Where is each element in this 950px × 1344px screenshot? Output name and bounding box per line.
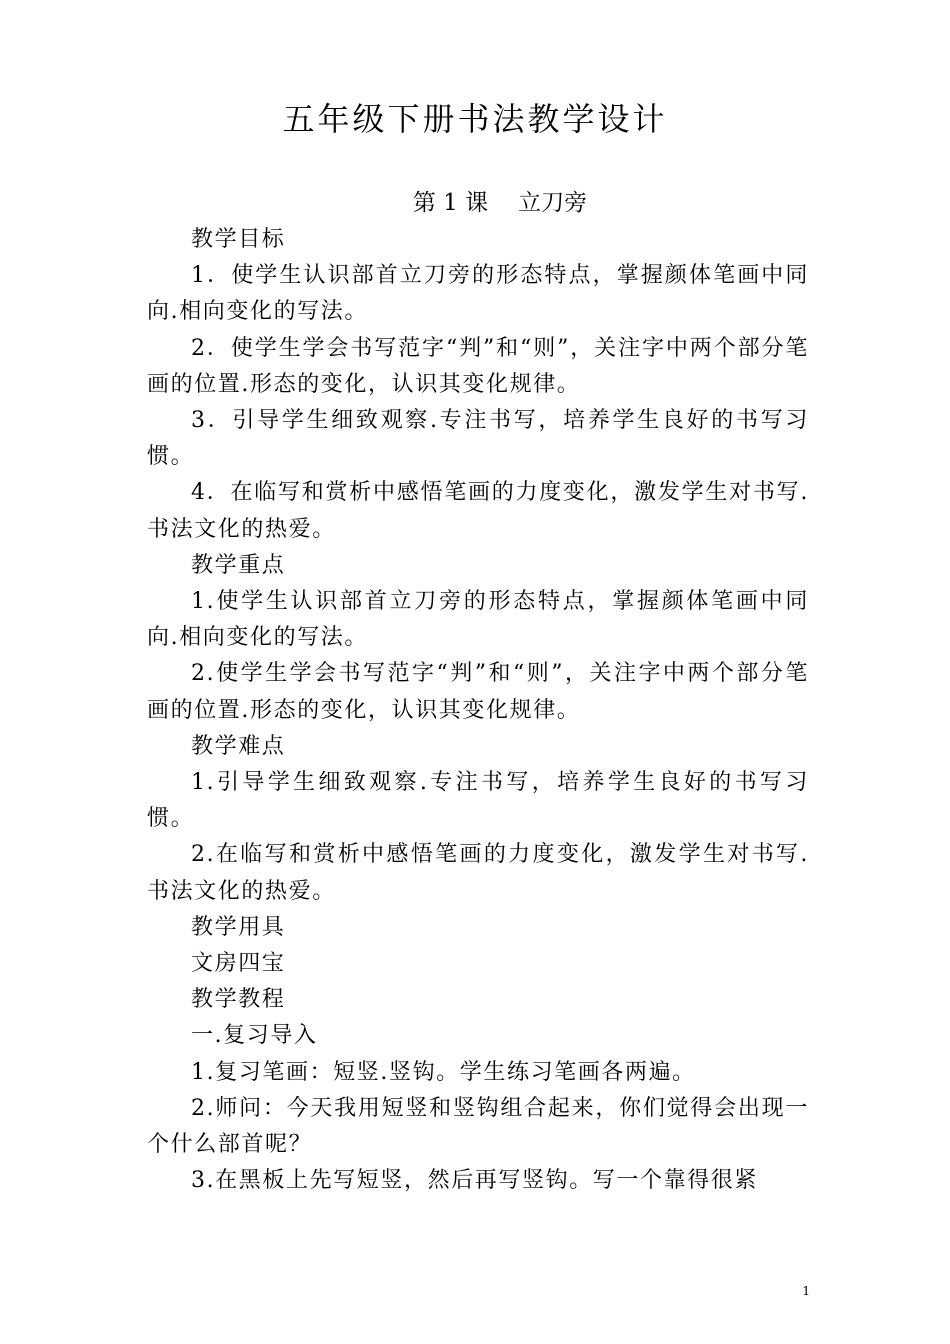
process-step-heading: 一.复习导入 bbox=[191, 1023, 318, 1049]
section-heading-tools: 教学用具 bbox=[191, 914, 286, 940]
key-point-item-2: 2.使学生学会书写范字“判”和“则”，关注字中两个部分笔画的位置.形态的变化，认识其变化规律。 bbox=[147, 661, 809, 723]
process-item-2: 2.师问：今天我用短竖和竖钩组合起来，你们觉得会出现一个什么部首呢？ bbox=[147, 1095, 809, 1158]
document-body bbox=[147, 222, 809, 1199]
section-heading-objectives: 教学目标 bbox=[191, 227, 286, 252]
tools-text: 文房四宝 bbox=[191, 951, 286, 977]
objective-item-3: 3．引导学生细致观察.专注书写，培养学生良好的书写习惯。 bbox=[147, 408, 809, 470]
section-heading-difficulties: 教学难点 bbox=[191, 733, 286, 759]
section-heading-process: 教学教程 bbox=[191, 987, 286, 1013]
lesson-name: 立刀旁 bbox=[518, 190, 588, 216]
objective-item-2: 2．使学生学会书写范字“判”和“则”，关注字中两个部分笔画的位置.形态的变化，认识其变化规律。 bbox=[147, 335, 809, 397]
process-item-1: 1.复习笔画：短竖.竖钩。学生练习笔画各两遍。 bbox=[191, 1059, 696, 1085]
objective-item-4: 4．在临写和赏析中感悟笔画的力度变化，激发学生对书写.书法文化的热爱。 bbox=[147, 480, 809, 542]
objective-item-1: 1．使学生认识部首立刀旁的形态特点，掌握颜体笔画中同向.相向变化的写法。 bbox=[147, 263, 809, 325]
difficulty-item-2: 2.在临写和赏析中感悟笔画的力度变化，激发学生对书写.书法文化的热爱。 bbox=[147, 842, 809, 904]
document-title: 五年级下册书法教学设计 bbox=[282, 100, 668, 138]
process-item-3: 3.在黑板上先写短竖，然后再写竖钩。写一个靠得很紧 bbox=[191, 1168, 758, 1194]
key-point-item-1: 1.使学生认识部首立刀旁的形态特点，掌握颜体笔画中同向.相向变化的写法。 bbox=[147, 589, 809, 651]
lesson-number: 第 1 课 bbox=[412, 190, 489, 216]
difficulty-item-1: 1.引导学生细致观察.专注书写，培养学生良好的书写习惯。 bbox=[147, 770, 809, 832]
lesson-title bbox=[0, 186, 950, 220]
section-heading-key-points: 教学重点 bbox=[191, 552, 286, 578]
page-number: 1 bbox=[802, 1284, 810, 1298]
